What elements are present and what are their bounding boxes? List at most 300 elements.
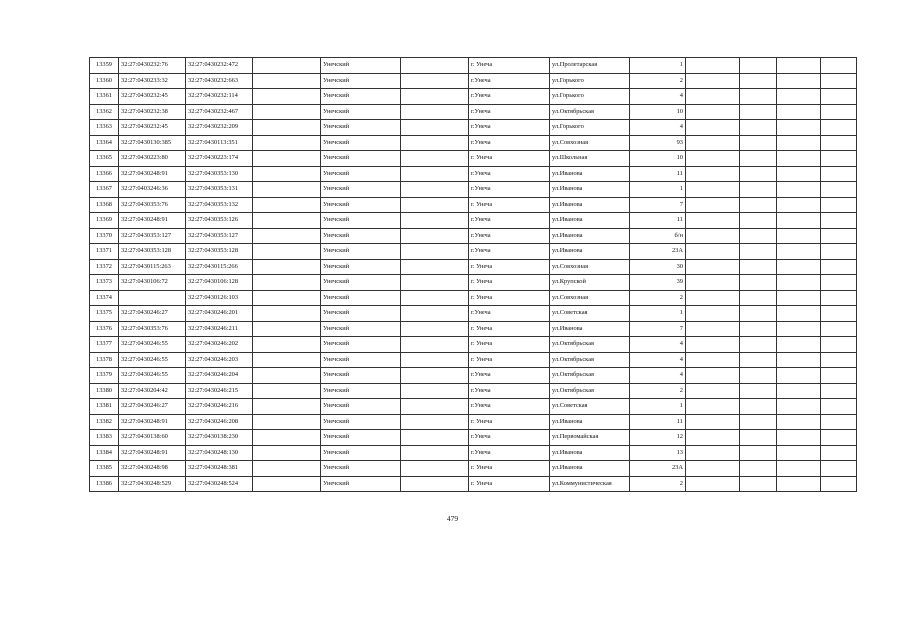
cell-extra-4 [821,445,857,461]
cell-blank-2 [401,430,469,446]
cell-blank-2 [401,213,469,229]
table-row [90,228,857,244]
cell-row-number: 13368 [90,197,119,213]
cell-extra-4 [821,244,857,260]
cell-extra-1 [686,321,740,337]
cell-extra-4 [821,461,857,477]
cell-house-number: 39 [630,275,686,291]
cell-street: ул.Первомайская [550,430,630,446]
cell-blank [253,445,321,461]
cell-cadastral-number-2: 32:27:0430232:114 [186,89,253,105]
cell-row-number: 13383 [90,430,119,446]
cell-extra-1 [686,151,740,167]
cell-extra-3 [777,151,821,167]
cell-district: Унечский [321,259,401,275]
cell-blank-2 [401,197,469,213]
cell-settlement: г. Унеча [469,337,550,353]
cell-extra-4 [821,151,857,167]
cell-row-number: 13374 [90,290,119,306]
cell-extra-4 [821,213,857,229]
cell-blank [253,259,321,275]
cell-extra-1 [686,259,740,275]
cell-extra-2 [740,321,777,337]
cell-extra-3 [777,383,821,399]
cell-row-number: 13363 [90,120,119,136]
cell-street: ул.Советская [550,399,630,415]
cell-street: ул.Иванова [550,182,630,198]
cell-street: ул.Горького [550,73,630,89]
cell-street: ул.Пролетарская [550,58,630,74]
cell-cadastral-number-2: 32:27:0430353:132 [186,197,253,213]
cell-district: Унечский [321,275,401,291]
cell-settlement: г. Унеча [469,352,550,368]
cell-extra-4 [821,104,857,120]
cell-extra-2 [740,399,777,415]
cell-row-number: 13377 [90,337,119,353]
cell-cadastral-number-2: 32:27:0430126:103 [186,290,253,306]
cell-cadastral-number: 32:27:0430248:91 [119,213,186,229]
cell-district: Унечский [321,197,401,213]
cell-blank-2 [401,89,469,105]
cell-row-number: 13381 [90,399,119,415]
page-number: 479 [446,514,459,523]
cell-blank [253,104,321,120]
cell-street: ул.Иванова [550,197,630,213]
cell-cadastral-number-2: 32:27:0430246:204 [186,368,253,384]
cell-extra-3 [777,104,821,120]
cell-settlement: г.Унеча [469,399,550,415]
cell-row-number: 13380 [90,383,119,399]
cell-extra-3 [777,197,821,213]
table-row [90,476,857,492]
cell-district: Унечский [321,228,401,244]
cell-house-number: 2 [630,73,686,89]
cell-street: ул.Совхозная [550,259,630,275]
cell-district: Унечский [321,213,401,229]
cell-extra-2 [740,259,777,275]
cell-blank-2 [401,399,469,415]
cell-extra-4 [821,414,857,430]
cell-house-number: 23А [630,461,686,477]
cell-district: Унечский [321,104,401,120]
cell-blank-2 [401,228,469,244]
cell-extra-2 [740,166,777,182]
cell-row-number: 13369 [90,213,119,229]
cell-extra-1 [686,244,740,260]
cell-district: Унечский [321,476,401,492]
cell-blank-2 [401,135,469,151]
cell-street: ул.Советская [550,306,630,322]
cell-blank [253,89,321,105]
cell-blank [253,58,321,74]
cell-row-number: 13382 [90,414,119,430]
cell-extra-4 [821,166,857,182]
cell-cadastral-number-2: 32:27:0430106:128 [186,275,253,291]
cell-extra-1 [686,399,740,415]
cell-extra-2 [740,306,777,322]
table-row [90,259,857,275]
cell-cadastral-number: 32:27:0430232:45 [119,89,186,105]
cell-blank-2 [401,445,469,461]
cell-cadastral-number-2: 32:27:0430232:467 [186,104,253,120]
cell-blank-2 [401,275,469,291]
cell-extra-2 [740,430,777,446]
cell-street: ул.Совхозная [550,135,630,151]
cell-street: ул.Совхозная [550,290,630,306]
cell-house-number: 12 [630,430,686,446]
cell-house-number: 4 [630,368,686,384]
cell-extra-1 [686,73,740,89]
cell-house-number: 10 [630,151,686,167]
cell-settlement: г. Унеча [469,197,550,213]
cell-cadastral-number: 32:27:0430232:38 [119,104,186,120]
cell-extra-2 [740,383,777,399]
cell-cadastral-number: 32:27:0430246:55 [119,337,186,353]
cell-extra-4 [821,430,857,446]
table-row [90,414,857,430]
cell-house-number: 23А [630,244,686,260]
cell-blank-2 [401,259,469,275]
table-row [90,445,857,461]
cell-extra-3 [777,290,821,306]
cell-house-number: 11 [630,414,686,430]
cell-settlement: г.Унеча [469,120,550,136]
cell-extra-2 [740,104,777,120]
cell-blank-2 [401,306,469,322]
cell-extra-3 [777,259,821,275]
cell-street: ул.Октябрьская [550,383,630,399]
cell-district: Унечский [321,383,401,399]
cell-house-number: 1 [630,58,686,74]
cell-extra-4 [821,58,857,74]
cell-settlement: г. Унеча [469,461,550,477]
cell-blank [253,430,321,446]
cell-extra-2 [740,73,777,89]
cell-cadastral-number-2: 32:27:0430138:230 [186,430,253,446]
cell-cadastral-number: 32:27:0430248:91 [119,166,186,182]
cell-settlement: г.Унеча [469,368,550,384]
cell-extra-2 [740,352,777,368]
cell-cadastral-number-2: 32:27:0430246:211 [186,321,253,337]
cell-extra-2 [740,197,777,213]
cell-settlement: г.Унеча [469,430,550,446]
cell-extra-1 [686,182,740,198]
cell-settlement: г.Унеча [469,244,550,260]
cell-blank [253,151,321,167]
cell-extra-1 [686,430,740,446]
cell-cadastral-number: 32:27:0430246:55 [119,352,186,368]
cell-blank [253,213,321,229]
cell-row-number: 13359 [90,58,119,74]
cell-settlement: г. Унеча [469,259,550,275]
cell-district: Унечский [321,244,401,260]
cell-house-number: 4 [630,337,686,353]
cell-settlement: г. Унеча [469,414,550,430]
cell-cadastral-number: 32:27:0430204:42 [119,383,186,399]
cell-settlement: г.Унеча [469,213,550,229]
cell-house-number: 13 [630,445,686,461]
cell-house-number: 2 [630,476,686,492]
cell-blank [253,352,321,368]
cell-blank-2 [401,290,469,306]
cell-settlement: г. Унеча [469,275,550,291]
cell-district: Унечский [321,445,401,461]
cell-district: Унечский [321,306,401,322]
cell-district: Унечский [321,430,401,446]
cell-extra-1 [686,414,740,430]
cell-cadastral-number: 32:27:0430248:529 [119,476,186,492]
cell-extra-2 [740,120,777,136]
cell-cadastral-number-2: 32:27:0430115:266 [186,259,253,275]
cell-house-number: 7 [630,197,686,213]
cell-extra-2 [740,135,777,151]
cell-extra-4 [821,89,857,105]
cell-settlement: г. Унеча [469,290,550,306]
cell-extra-1 [686,461,740,477]
cell-row-number: 13362 [90,104,119,120]
cell-blank [253,476,321,492]
cell-extra-1 [686,275,740,291]
cell-settlement: г. Унеча [469,151,550,167]
cell-cadastral-number-2: 32:27:0430353:131 [186,182,253,198]
cell-cadastral-number-2: 32:27:0430353:128 [186,244,253,260]
cell-extra-1 [686,104,740,120]
cell-extra-4 [821,73,857,89]
cell-extra-4 [821,352,857,368]
cell-district: Унечский [321,352,401,368]
table-row [90,213,857,229]
cell-street: ул.Октябрьская [550,368,630,384]
cell-extra-3 [777,368,821,384]
property-table [89,57,857,492]
cell-extra-3 [777,306,821,322]
cell-cadastral-number-2: 32:27:0430113:351 [186,135,253,151]
cell-extra-3 [777,430,821,446]
cell-extra-3 [777,337,821,353]
cell-extra-3 [777,213,821,229]
cell-extra-4 [821,368,857,384]
cell-blank [253,321,321,337]
cell-street: ул.Крупской [550,275,630,291]
table-row [90,244,857,260]
cell-blank [253,290,321,306]
table-row [90,197,857,213]
cell-house-number: 4 [630,89,686,105]
cell-house-number: 1 [630,399,686,415]
cell-street: ул.Иванова [550,166,630,182]
cell-extra-1 [686,213,740,229]
table-row [90,275,857,291]
cell-blank [253,166,321,182]
cell-cadastral-number-2: 32:27:0430246:216 [186,399,253,415]
cell-extra-2 [740,228,777,244]
table-row [90,166,857,182]
cell-cadastral-number: 32:27:0403246:36 [119,182,186,198]
cell-cadastral-number: 32:27:0430248:91 [119,414,186,430]
cell-cadastral-number-2: 32:27:0430353:130 [186,166,253,182]
cell-street: ул.Иванова [550,321,630,337]
cell-extra-3 [777,399,821,415]
cell-extra-4 [821,399,857,415]
cell-extra-4 [821,321,857,337]
cell-house-number: 11 [630,166,686,182]
cell-district: Унечский [321,321,401,337]
cell-extra-2 [740,368,777,384]
cell-row-number: 13367 [90,182,119,198]
cell-extra-2 [740,445,777,461]
cell-extra-4 [821,476,857,492]
cell-settlement: г.Унеча [469,104,550,120]
cell-cadastral-number: 32:27:0430248:98 [119,461,186,477]
cell-row-number: 13386 [90,476,119,492]
cell-blank-2 [401,368,469,384]
cell-extra-3 [777,461,821,477]
table-row [90,352,857,368]
cell-blank-2 [401,476,469,492]
cell-row-number: 13366 [90,166,119,182]
table-row [90,151,857,167]
cell-extra-4 [821,120,857,136]
cell-cadastral-number: 32:27:0430138:60 [119,430,186,446]
cell-blank [253,306,321,322]
cell-extra-3 [777,228,821,244]
cell-extra-3 [777,244,821,260]
cell-extra-3 [777,120,821,136]
cell-settlement: г.Унеча [469,182,550,198]
cell-extra-1 [686,166,740,182]
cell-extra-4 [821,306,857,322]
cell-settlement: г.Унеча [469,445,550,461]
cell-settlement: г.Унеча [469,89,550,105]
cell-cadastral-number: 32:27:0430246:27 [119,306,186,322]
cell-settlement: г.Унеча [469,228,550,244]
cell-row-number: 13371 [90,244,119,260]
table-row [90,89,857,105]
cell-blank-2 [401,73,469,89]
cell-blank-2 [401,321,469,337]
cell-cadastral-number-2: 32:27:0430246:202 [186,337,253,353]
cell-extra-1 [686,120,740,136]
cell-row-number: 13373 [90,275,119,291]
table-row [90,290,857,306]
cell-settlement: г.Унеча [469,166,550,182]
cell-blank [253,73,321,89]
table-row [90,182,857,198]
cell-extra-2 [740,290,777,306]
cell-street: ул.Горького [550,89,630,105]
cell-blank [253,414,321,430]
cell-cadastral-number-2: 32:27:0430248:381 [186,461,253,477]
cell-blank-2 [401,461,469,477]
cell-cadastral-number-2: 32:27:0430232:209 [186,120,253,136]
table-row [90,321,857,337]
cell-street: ул.Иванова [550,445,630,461]
cell-extra-4 [821,259,857,275]
cell-extra-1 [686,89,740,105]
cell-row-number: 13361 [90,89,119,105]
cell-cadastral-number: 32:27:0430246:55 [119,368,186,384]
cell-extra-1 [686,290,740,306]
cell-house-number: 93 [630,135,686,151]
cell-extra-4 [821,197,857,213]
cell-cadastral-number [119,290,186,306]
cell-blank [253,120,321,136]
cell-cadastral-number-2: 32:27:0430232:663 [186,73,253,89]
cell-extra-2 [740,58,777,74]
cell-extra-1 [686,197,740,213]
cell-cadastral-number-2: 32:27:0430246:208 [186,414,253,430]
cell-district: Унечский [321,120,401,136]
cell-blank [253,383,321,399]
table-row [90,399,857,415]
table-row [90,461,857,477]
cell-street: ул.Иванова [550,228,630,244]
cell-district: Унечский [321,182,401,198]
cell-row-number: 13360 [90,73,119,89]
cell-extra-4 [821,275,857,291]
cell-cadastral-number-2: 32:27:0430246:203 [186,352,253,368]
cell-extra-3 [777,476,821,492]
cell-settlement: г.Унеча [469,306,550,322]
cell-extra-3 [777,182,821,198]
cell-blank-2 [401,383,469,399]
cell-extra-2 [740,275,777,291]
cell-cadastral-number-2: 32:27:0430246:201 [186,306,253,322]
cell-district: Унечский [321,166,401,182]
cell-street: ул.Иванова [550,461,630,477]
cell-district: Унечский [321,414,401,430]
cell-settlement: г.Унеча [469,135,550,151]
cell-cadastral-number: 32:27:0430353:76 [119,321,186,337]
cell-street: ул.Октябрьская [550,337,630,353]
cell-blank [253,244,321,260]
cell-extra-4 [821,383,857,399]
cell-extra-3 [777,352,821,368]
cell-extra-2 [740,89,777,105]
cell-extra-3 [777,166,821,182]
cell-blank-2 [401,244,469,260]
cell-blank-2 [401,166,469,182]
cell-cadastral-number-2: 32:27:0430353:127 [186,228,253,244]
cell-extra-1 [686,337,740,353]
table-row [90,104,857,120]
cell-district: Унечский [321,399,401,415]
cell-extra-4 [821,337,857,353]
cell-row-number: 13372 [90,259,119,275]
cell-house-number: 30 [630,259,686,275]
cell-cadastral-number: 32:27:0430353:128 [119,244,186,260]
cell-cadastral-number-2: 32:27:0430223:174 [186,151,253,167]
cell-extra-4 [821,182,857,198]
cell-row-number: 13375 [90,306,119,322]
cell-extra-1 [686,228,740,244]
cell-house-number: б/н [630,228,686,244]
cell-extra-4 [821,228,857,244]
cell-cadastral-number: 32:27:0430233:32 [119,73,186,89]
cell-street: ул.Октябрьская [550,104,630,120]
cell-district: Унечский [321,290,401,306]
cell-cadastral-number-2: 32:27:0430248:130 [186,445,253,461]
cell-house-number: 10 [630,104,686,120]
cell-blank [253,337,321,353]
cell-cadastral-number-2: 32:27:0430353:126 [186,213,253,229]
table-row [90,120,857,136]
cell-district: Унечский [321,89,401,105]
cell-blank-2 [401,104,469,120]
cell-blank [253,182,321,198]
cell-blank-2 [401,352,469,368]
cell-street: ул.Октябрьская [550,352,630,368]
